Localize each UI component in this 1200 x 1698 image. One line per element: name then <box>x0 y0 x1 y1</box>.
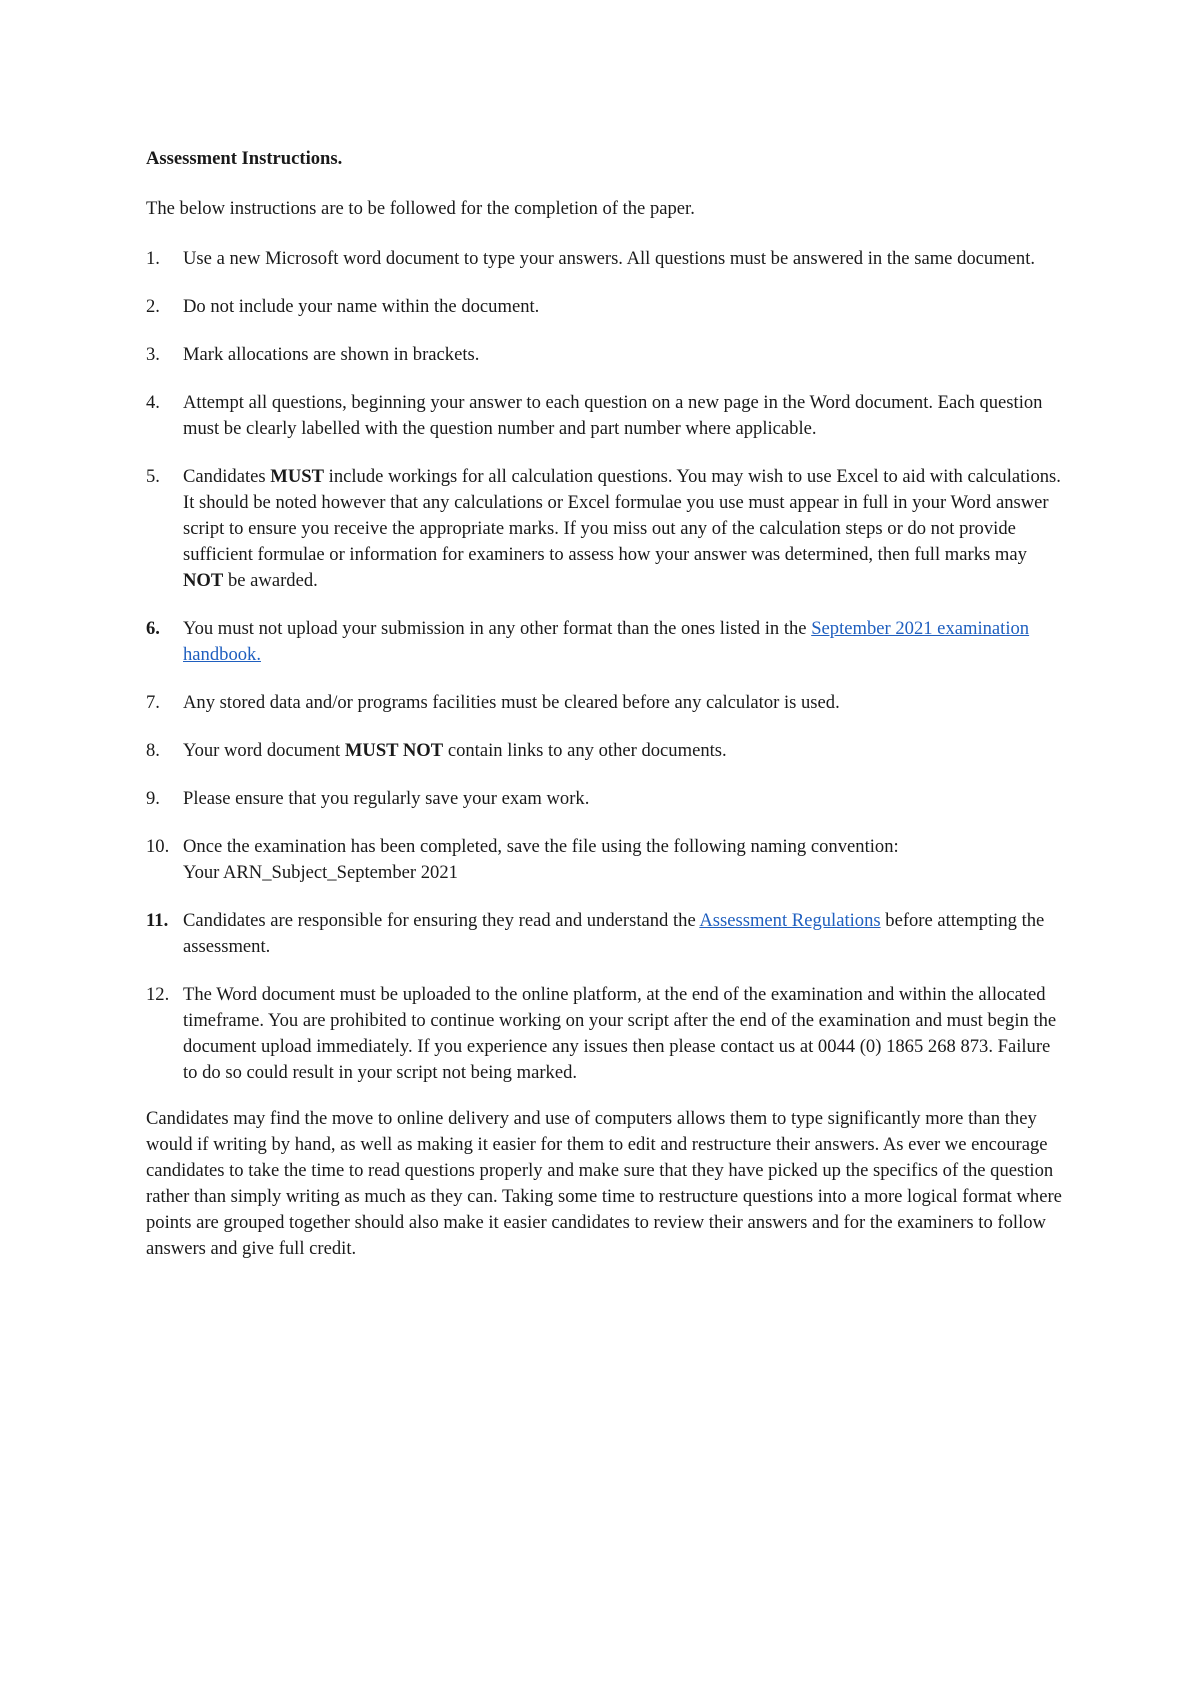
item-text-part: contain links to any other documents. <box>443 740 727 761</box>
list-item <box>146 342 1066 368</box>
item-text-part: Your word document <box>183 740 345 761</box>
item-number: 11. <box>146 910 169 931</box>
item-number: 6. <box>146 618 160 639</box>
item-text: Use a new Microsoft word document to type your answers. All questions must be answered in the same document. <box>183 248 1036 269</box>
item-text: Do not include your name within the document. <box>183 296 540 317</box>
item-number: 1. <box>146 248 160 269</box>
item-text <box>183 618 1029 665</box>
item-number: 3. <box>146 344 160 365</box>
item-number: 7. <box>146 692 160 713</box>
item-text-part: Once the examination has been completed, save the file using the following naming convention: <box>183 836 899 857</box>
emphasis-not: NOT <box>183 570 224 591</box>
list-item <box>146 464 1066 594</box>
list-item <box>146 390 1066 442</box>
item-text <box>183 466 1061 591</box>
item-number: 9. <box>146 788 160 809</box>
item-number: 2. <box>146 296 160 317</box>
item-text: Attempt all questions, beginning your answer to each question on a new page in the Word document. Each question must be clearly labelled with the question number and part number where applicable. <box>183 392 1043 439</box>
list-item <box>146 294 1066 320</box>
document-page <box>146 146 1066 1262</box>
emphasis-must-not: MUST NOT <box>344 740 444 761</box>
instruction-list <box>146 246 1066 1086</box>
item-text-part: before attempting the assessment. <box>183 910 1045 957</box>
list-item <box>146 834 1066 886</box>
item-text-part: include workings for all calculation questions. You may wish to use Excel to aid with calculations. It should be noted however that any calculations or Excel formulae you use must appear in full in your Word answer script to ensure you receive the appropriate marks. If you miss out any of the calculation steps or do not provide sufficient formulae or information for examiners to assess how your answer was determined, then full marks may <box>183 466 1061 565</box>
item-text: The Word document must be uploaded to the online platform, at the end of the examination and within the allocated timeframe. You are prohibited to continue working on your script after the end of the examination and must begin the document upload immediately. If you experience any issues then please contact us at 0044 (0) 1865 268 873. Failure to do so could result in your script not being marked. <box>183 984 1057 1083</box>
page-title: Assessment Instructions. <box>146 148 343 169</box>
item-text-part: Candidates are responsible for ensuring they read and understand the <box>183 910 700 931</box>
item-number: 8. <box>146 740 160 761</box>
list-item <box>146 786 1066 812</box>
list-item <box>146 690 1066 716</box>
list-item <box>146 616 1066 668</box>
list-item <box>146 738 1066 764</box>
item-text <box>183 910 1044 957</box>
item-number: 10. <box>146 836 170 857</box>
intro-paragraph: The below instructions are to be followed for the completion of the paper. <box>146 198 695 219</box>
item-text-part: be awarded. <box>223 570 318 591</box>
item-number: 12. <box>146 984 170 1005</box>
item-text: Any stored data and/or programs facilities must be cleared before any calculator is used. <box>183 692 840 713</box>
item-text-part: You must not upload your submission in any other format than the ones listed in the <box>183 618 812 639</box>
item-number: 4. <box>146 392 160 413</box>
list-item <box>146 246 1066 272</box>
list-item <box>146 982 1066 1086</box>
item-text: Mark allocations are shown in brackets. <box>183 344 480 365</box>
naming-convention: Your ARN_Subject_September 2021 <box>183 862 458 883</box>
examination-handbook-link[interactable]: September 2021 examination handbook. <box>183 618 1030 665</box>
item-text <box>183 740 727 761</box>
list-item <box>146 908 1066 960</box>
emphasis-must: MUST <box>270 466 325 487</box>
item-number: 5. <box>146 466 160 487</box>
closing-paragraph: Candidates may find the move to online delivery and use of computers allows them to type significantly more than they would if writing by hand, as well as making it easier for them to edit and restructure their answers. As ever we encourage candidates to take the time to read questions properly and make sure that they have picked up the specifics of the question rather than simply writing as much as they can. Taking some time to restructure questions into a more logical format where points are grouped together should also make it easier candidates to review their answers and for the examiners to follow answers and give full credit. <box>146 1108 1062 1259</box>
item-text: Please ensure that you regularly save your exam work. <box>183 788 590 809</box>
assessment-regulations-link[interactable]: Assessment Regulations <box>699 910 881 931</box>
item-text <box>183 836 899 883</box>
item-text-part: Candidates <box>183 466 271 487</box>
